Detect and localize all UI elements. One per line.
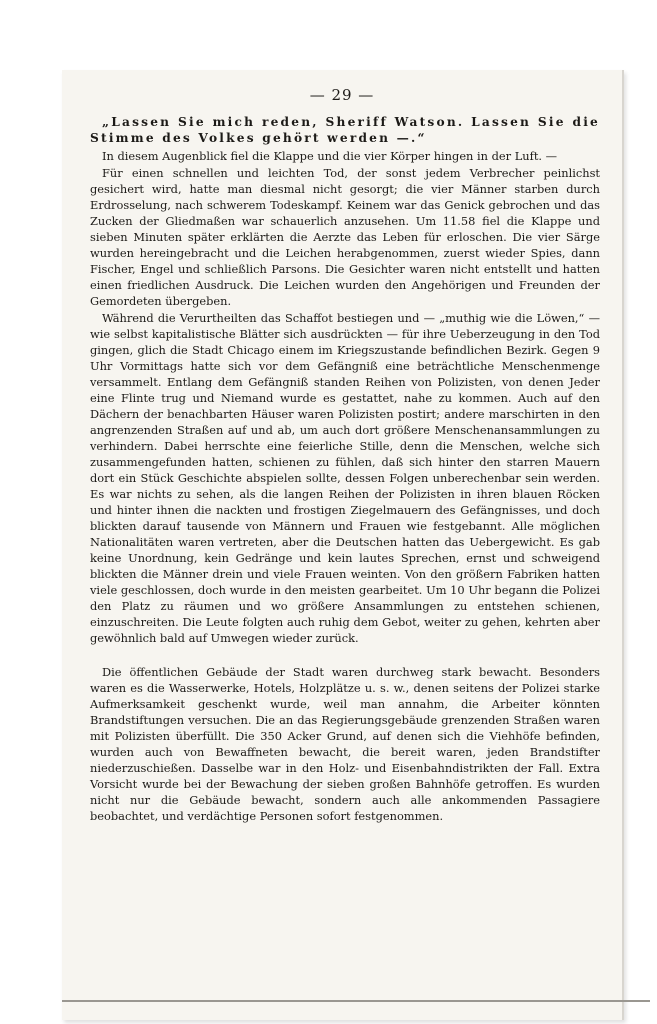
page-number: — 29 — (309, 86, 375, 104)
paragraph-4: Die öffentlichen Gebäude der Stadt waren durchweg stark bewacht. Besonders waren es die Wasserwerke, Hotels, Holzplätze u. s. w., denen seitens der Polizei starke Aufmerksamkeit geschenkt wurde, weil man annahm, die Arbeiter könnten Brandstiftungen versuchen. Die an das Regierungsgebäude grenzenden Straßen waren mit Polizisten überfüllt. Die 350 Acker Grund, auf denen sich die Viehhöfe befinden, wurden auch von Bewaffneten bewacht, die bereit waren, jeden Brandstifter niederzuschießen. Dasselbe war in den Holz- und Eisenbahndistrikten der Fall. Extra Vorsicht wurde bei der Bewachung der sieben großen Bahnhöfe getroffen. Es wurden nicht nur die Gebäude bewacht, sondern auch alle ankommenden Passagiere beobachtet, und verdächtige Personen sofort festgenommen. (90, 665, 600, 823)
page-bottom-edge (62, 1000, 650, 1002)
paragraph-2: Für einen schnellen und leichten Tod, der sonst jedem Verbrecher peinlichst gesichert wird, hatte man diesmal nicht gesorgt; die vier Männer starben durch Erdrosselung, nach schwerem Todeskampf. Keinem war das Genick gebrochen und das Zucken der Gliedmaßen war schauerlich anzusehen. Um 11.58 fiel die Klappe und sieben Minuten später erklärten die Aerzte das Leben für erloschen. Die vier Särge wurden hereingebracht und die Leichen herabgenommen, zuerst wieder Spies, dann Fischer, Engel und schließlich Parsons. Die Gesichter waren nicht entstellt und hatten einen friedlichen Ausdruck. Die Leichen wurden den Angehörigen und Freunden der Gemordeten übergeben. (90, 166, 600, 308)
page-body (90, 114, 600, 825)
paragraph-3: Während die Verurtheilten das Schaffot bestiegen und — „muthig wie die Löwen,“ — wie selbst kapitalistische Blätter sich ausdrückten — für ihre Ueberzeugung in den Tod gingen, glich die Stadt Chicago einem im Kriegszustande befindlichen Bezirk. Gegen 9 Uhr Vormittags hatte sich vor dem Gefängniß eine beträchtliche Menschenmenge versammelt. Entlang dem Gefängniß standen Reihen von Polizisten, von denen Jeder eine Flinte trug und Niemand wurde es gestattet, nahe zu kommen. Auch auf den Dächern der benachbarten Häuser waren Polizisten postirt; andere marschirten in den angrenzenden Straßen auf und ab, um auch dort größere Menschenansammlungen zu verhindern. Dabei herrschte eine feierliche Stille, denn die Menschen, welche sich zusammengefunden hatten, schienen zu fühlen, daß sich hinter den starren Mauern dort ein Stück Geschichte abspielen sollte, dessen Folgen unberechenbar sein werden. Es war nichts zu sehen, als die langen Reihen der Polizisten in ihren blauen Röcken und hinter ihnen die nackten und frostigen Ziegelmauern des Gefängnisses, und doch blickten darauf tausende von Männern und Frauen wie festgebannt. Alle möglichen Nationalitäten waren vertreten, aber die Deutschen hatten das Uebergewicht. Es gab keine Unordnung, kein Gedränge und kein lautes Sprechen, ernst und schweigend blickten die Männer drein und viele Frauen weinten. Von den größern Fabriken hatten viele geschlossen, doch wurde in den meisten gearbeitet. Um 10 Uhr begann die Polizei den Platz zu räumen und wo größere Ansammlungen zu entstehen schienen, einzuschreiten. Die Leute folgten auch ruhig dem Gebot, weiter zu gehen, kehrten aber gewöhnlich bald auf Umwegen wieder zurück. (90, 311, 600, 645)
book-page (62, 70, 624, 1020)
paragraph-1: In diesem Augenblick fiel die Klappe und die vier Körper hingen in der Luft. — (102, 149, 558, 163)
quote-line: „Lassen Sie mich reden, Sheriff Watson. Lassen Sie die Stimme des Volkes gehört werden —.“ (90, 115, 600, 145)
